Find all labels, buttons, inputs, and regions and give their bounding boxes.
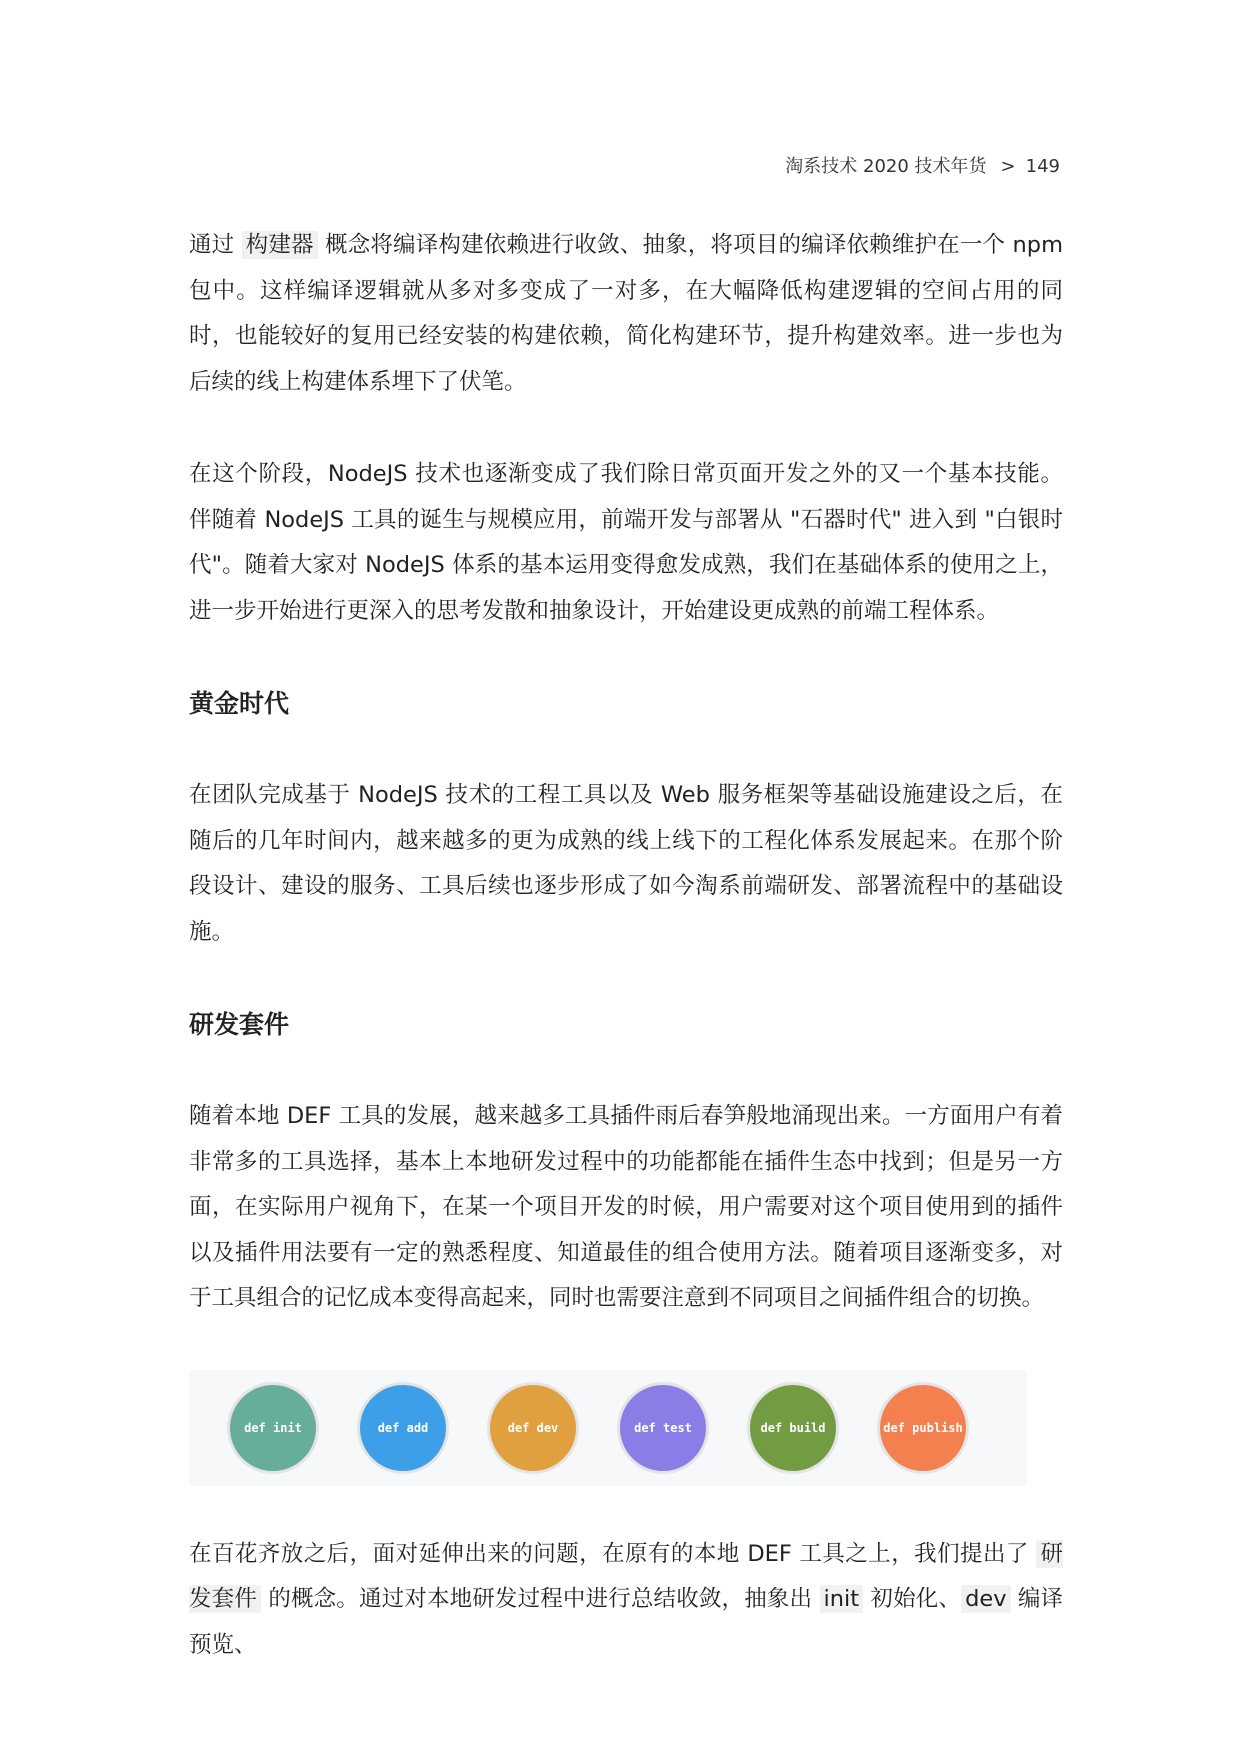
- running-header: [785, 152, 1060, 178]
- paragraph-builder: [189, 223, 1063, 405]
- page-number: 149: [1025, 156, 1060, 177]
- command-circle-def-publish: def publish: [877, 1382, 969, 1474]
- command-circle-def-test: def test: [617, 1382, 709, 1474]
- heading-dev-kit: 研发套件: [189, 1010, 290, 1039]
- text-run: 在百花齐放之后，面对延伸出来的问题，在原有的本地 DEF 工具之上，我们提出了: [189, 1540, 1037, 1567]
- text-run: 初始化、: [863, 1586, 962, 1612]
- page-content: [189, 223, 1063, 1668]
- paragraph-golden-age: 在团队完成基于 NodeJS 技术的工程工具以及 Web 服务框架等基础设施建设之后，在随后的几年时间内，越来越多的更为成熟的线上线下的工程化体系发展起来。在那个阶段设计、建设的服务、工具后续也逐步形成了如今淘系前端研发、部署流程中的基础设施。: [189, 782, 1063, 945]
- command-circle-def-init: def init: [227, 1382, 319, 1474]
- command-circle-def-add: def add: [357, 1382, 449, 1474]
- paragraph-nodejs: 在这个阶段，NodeJS 技术也逐渐变成了我们除日常页面开发之外的又一个基本技能。伴随着 NodeJS 工具的诞生与规模应用，前端开发与部署从 "石器时代" 进入到 "白银时代"。随着大家对 NodeJS 体系的基本运用变得愈发成熟，我们在基础体系的使用之上，进一步开始进行更深入的思考发散和抽象设计，开始建设更成熟的前端工程体系。: [189, 461, 1063, 624]
- text-run: 通过: [189, 232, 242, 258]
- def-commands-figure: [189, 1370, 1027, 1486]
- command-circle-def-dev: def dev: [487, 1382, 579, 1474]
- inline-code-dev-kit: 研发套件: [189, 1540, 1063, 1612]
- header-title: 淘系技术 2020 技术年货: [785, 156, 987, 177]
- command-circle-def-build: def build: [747, 1382, 839, 1474]
- heading-golden-age: 黄金时代: [189, 689, 290, 718]
- text-run: 编译预览、: [189, 1586, 1064, 1658]
- inline-code-init: init: [820, 1585, 864, 1613]
- inline-code-dev: dev: [961, 1585, 1010, 1613]
- header-separator: >: [1000, 156, 1016, 177]
- paragraph-dev-kit-concept: [189, 1532, 1063, 1669]
- inline-code-builder: 构建器: [242, 231, 318, 259]
- paragraph-def-plugins: 随着本地 DEF 工具的发展，越来越多工具插件雨后春笋般地涌现出来。一方面用户有着非常多的工具选择，基本上本地研发过程中的功能都能在插件生态中找到；但是另一方面，在实际用户视角下，在某一个项目开发的时候，用户需要对这个项目使用到的插件以及插件用法要有一定的熟悉程度、知道最佳的组合使用方法。随着项目逐渐变多，对于工具组合的记忆成本变得高起来，同时也需要注意到不同项目之间插件组合的切换。: [189, 1103, 1063, 1311]
- text-run: 概念将编译构建依赖进行收敛、抽象，将项目的编译依赖维护在一个 npm 包中。这样编译逻辑就从多对多变成了一对多，在大幅降低构建逻辑的空间占用的同时，也能较好的复用已经安装的构建依赖，简化构建环节，提升构建效率。进一步也为后续的线上构建体系埋下了伏笔。: [189, 232, 1063, 395]
- text-run: 的概念。通过对本地研发过程中进行总结收敛，抽象出: [261, 1586, 820, 1612]
